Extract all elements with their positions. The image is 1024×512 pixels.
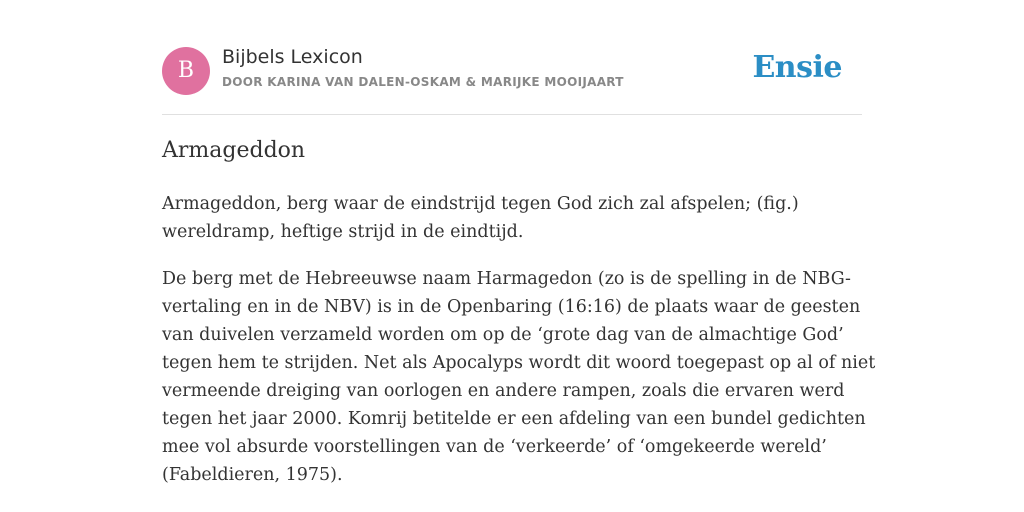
explanation-paragraph	[162, 265, 876, 489]
text-line: mee vol absurde voorstellingen van de ‘verkeerde’ of ‘omgekeerde wereld’	[162, 437, 827, 457]
authors-byline: DOOR KARINA VAN DALEN-OSKAM & MARIJKE MOOIJAART	[222, 75, 624, 89]
brand-logo[interactable]: Ensie	[752, 50, 842, 85]
definition-paragraph	[162, 190, 862, 246]
text-line: vertaling en in de NBV) is in de Openbaring (16:16) de plaats waar de geesten	[162, 297, 861, 317]
text-line: (Fabeldieren, 1975).	[162, 465, 343, 485]
avatar[interactable]: B	[162, 47, 210, 95]
text-line: van duivelen verzameld worden om op de ‘grote dag van de almachtige God’	[162, 325, 844, 345]
text-line: vermeende dreiging van oorlogen en andere rampen, zoals die ervaren werd	[162, 381, 845, 401]
entry-title: Armageddon	[162, 138, 306, 163]
text-line: Armageddon, berg waar de eindstrijd tegen God zich zal afspelen; (fig.)	[162, 194, 799, 214]
text-line: tegen het jaar 2000. Komrij betitelde er een afdeling van een bundel gedichten	[162, 409, 866, 429]
text-line: De berg met de Hebreeuwse naam Harmagedon (zo is de spelling in de NBG-	[162, 269, 851, 289]
header	[162, 0, 862, 115]
text-line: wereldramp, heftige strijd in de eindtijd.	[162, 222, 524, 242]
lexicon-title[interactable]: Bijbels Lexicon	[222, 46, 363, 68]
text-line: tegen hem te strijden. Net als Apocalyps wordt dit woord toegepast op al of niet	[162, 353, 876, 373]
page	[162, 0, 876, 485]
